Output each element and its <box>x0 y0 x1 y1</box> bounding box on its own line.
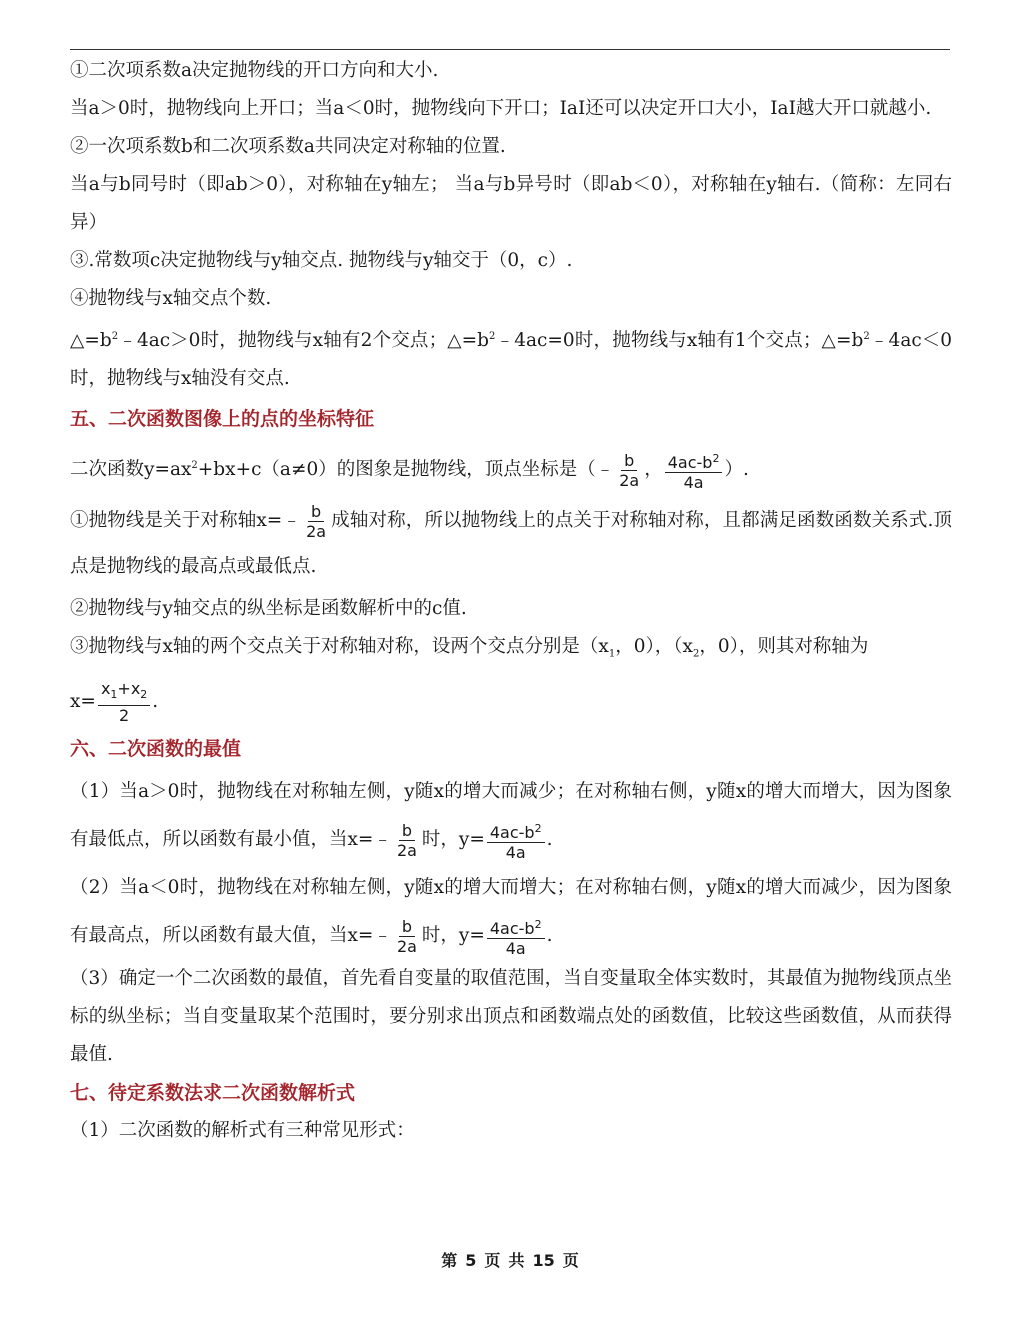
sec7-p1: （1）二次函数的解析式有三种常见形式： <box>70 1120 415 1141</box>
sec4-p3: ②一次项系数b和二次项系数a共同决定对称轴的位置. <box>70 136 506 157</box>
document-body <box>70 52 952 1150</box>
fraction-axis: $\frac{b}{2a}$ <box>306 501 327 541</box>
sec4-p2: 当a＞0时，抛物线向上开口；当a＜0时，抛物线向下开口；IaI还可以决定开口大小，IaI越大开口就越小. <box>70 98 932 119</box>
sec6-p1: （1）当a＞0时，抛物线在对称轴左侧，y随x的增大而减少；在对称轴右侧，y随x的增大而增大，因为图象有最低点，所以函数有最小值，当x=﹣ $\frac{b}{2a}$ 时，y= $\frac{4ac-b^2}{4a}$ . <box>70 781 952 862</box>
sec5-p4: ③抛物线与x轴的两个交点关于对称轴对称，设两个交点分别是（$x_1$，0），（$x_2$，0），则其对称轴为 <box>70 636 869 660</box>
sec6-heading: 六、二次函数的最值 <box>70 738 242 760</box>
fraction-min-y: $\frac{4ac-b^2}{4a}$ <box>487 819 545 862</box>
fraction-max-y: $\frac{4ac-b^2}{4a}$ <box>487 915 545 958</box>
fraction-midpoint: $\frac{x_1+x_2}{2}$ <box>98 679 150 724</box>
top-rule <box>70 49 950 50</box>
page-footer: 第 5 页 共 15 页 <box>441 1251 579 1270</box>
sec5-p3: ②抛物线与y轴交点的纵坐标是函数解析中的c值. <box>70 598 467 620</box>
sec5-p5: x= $\frac{x_1+x_2}{2}$ . <box>70 679 159 725</box>
fraction-min-x: $\frac{b}{2a}$ <box>396 820 417 860</box>
page-number: 5 <box>465 1251 477 1270</box>
sec6-p3: （3）确定一个二次函数的最值，首先看自变量的取值范围，当自变量取全体实数时，其最值为抛物线顶点坐标的纵坐标；当自变量取某个范围时，要分别求出顶点和函数端点处的函数值，比较这些函数值，从而获得最值. <box>70 968 952 1065</box>
sec7-heading: 七、待定系数法求二次函数解析式 <box>70 1082 356 1104</box>
sec4-p4: 当a与b同号时（即ab＞0），对称轴在y轴左； 当a与b异号时（即ab＜0），对称轴在y轴右.（简称：左同右异） <box>70 174 952 233</box>
sec4-p5: ③.常数项c决定抛物线与y轴交点. 抛物线与y轴交于（0，c）. <box>70 250 573 271</box>
sec4-p1: ①二次项系数a决定抛物线的开口方向和大小. <box>70 60 439 81</box>
sec5-p1: 二次函数$y=ax^2+bx+c(a\ne 0)$的图象是抛物线，顶点坐标是（﹣ $\frac{b}{2a}$ ， $\frac{4ac-b^2}{4a}$ ）. <box>70 450 749 492</box>
sec5-p2: ①抛物线是关于对称轴x=﹣ $\frac{b}{2a}$ 成轴对称，所以抛物线上的点关于对称轴对称，且都满足函数函数关系式.顶点是抛物线的最高点或最低点. <box>70 501 953 578</box>
sec4-p7: $\triangle=b^2﹣4ac>0$时，抛物线与x轴有2个交点；$\triangle=b^2﹣4ac=0$时，抛物线与x轴有1个交点；$\triangle=b^2﹣4ac<0$时，抛物线与x轴没有交点. <box>70 330 952 390</box>
sec6-p2: （2）当a＜0时，抛物线在对称轴左侧，y随x的增大而增大；在对称轴右侧，y随x的增大而减少，因为图象有最高点，所以函数有最大值，当x=﹣ $\frac{b}{2a}$ 时，y= $\frac{4ac-b^2}{4a}$ . <box>70 877 952 958</box>
fraction-vertex-y: $\frac{4ac-b^2}{4a}$ <box>665 449 723 492</box>
sec5-heading: 五、二次函数图像上的点的坐标特征 <box>70 408 375 431</box>
total-pages: 15 <box>532 1251 555 1270</box>
sec4-p6: ④抛物线与x轴交点个数. <box>70 288 272 309</box>
fraction-b-over-2a: $\frac{b}{2a}$ <box>619 450 640 490</box>
fraction-max-x: $\frac{b}{2a}$ <box>396 916 417 956</box>
